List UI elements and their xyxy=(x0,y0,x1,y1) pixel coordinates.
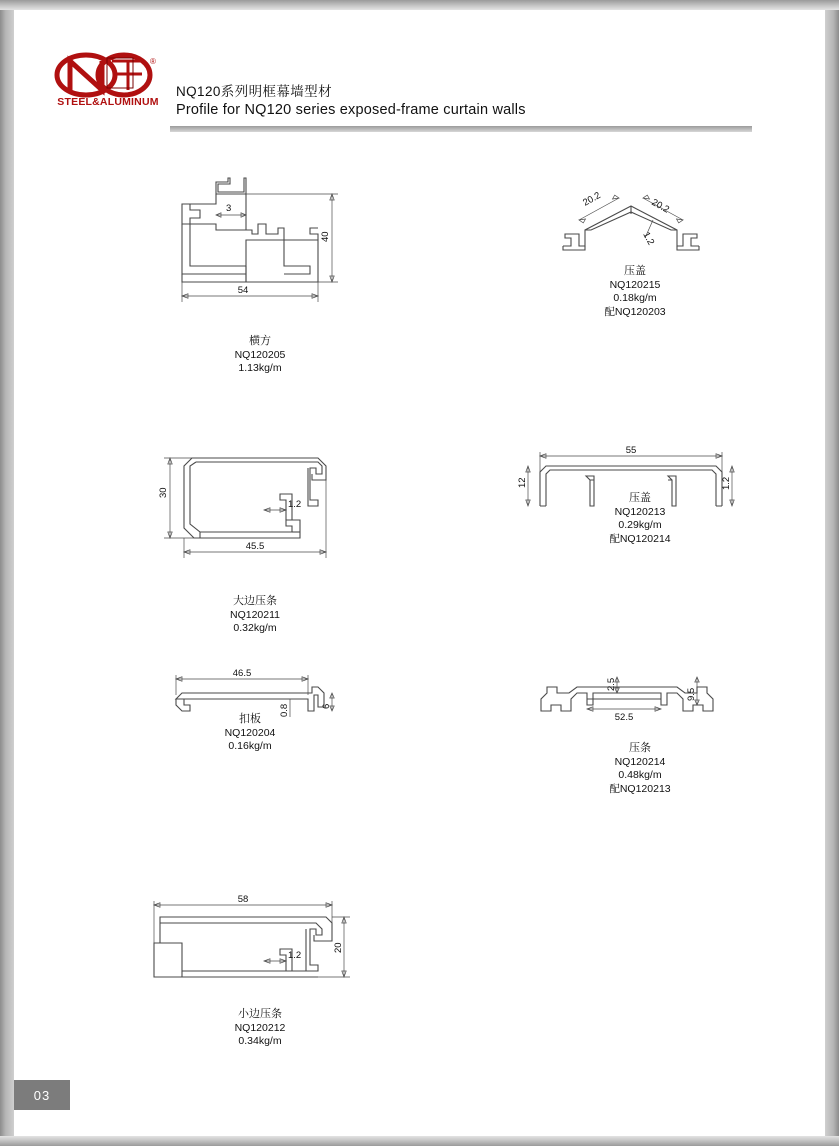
caption-heng-fang xyxy=(150,335,370,376)
caption-xiao-bian-ya-tiao xyxy=(150,1008,370,1049)
dim-label: 9.5 xyxy=(686,687,697,701)
figure-ya-tiao-214 xyxy=(525,665,725,735)
figure-weight: 1.13kg/m xyxy=(238,362,282,374)
figure-pairs: 配NQ120214 xyxy=(609,532,671,545)
figure-pairs: 配NQ120203 xyxy=(604,305,666,318)
svg-text:®: ® xyxy=(150,57,156,66)
figure-code: NQ120215 xyxy=(609,278,661,291)
figure-heng-fang xyxy=(160,170,360,330)
page-edge-bottom xyxy=(0,1136,839,1146)
figure-name: 压条 xyxy=(629,742,651,754)
logo-subtitle: STEEL&ALUMINUM xyxy=(57,96,159,108)
dim-label: 45.5 xyxy=(245,541,265,552)
figure-code: NQ120213 xyxy=(614,505,666,518)
dim-label: 20.2 xyxy=(581,190,603,209)
figure-weight: 0.48kg/m xyxy=(618,769,662,781)
figure-code: NQ120214 xyxy=(614,755,666,768)
dim-label: 12 xyxy=(517,477,528,488)
dim-label: 2.5 xyxy=(606,677,617,691)
dim-label: 6 xyxy=(321,703,332,709)
dim-label: 1.2 xyxy=(288,950,302,961)
caption-da-bian-ya-tiao xyxy=(150,595,360,636)
page-edge-top xyxy=(0,0,839,10)
figure-da-bian-ya-tiao xyxy=(160,440,370,580)
figure-weight: 0.32kg/m xyxy=(233,622,277,634)
figure-code: NQ120211 xyxy=(229,608,280,621)
dim-label: 46.5 xyxy=(232,668,252,679)
dim-label: 30 xyxy=(158,487,169,498)
figure-name: 小边压条 xyxy=(238,1008,282,1020)
figure-code: NQ120212 xyxy=(234,1021,286,1034)
logo-mark-icon xyxy=(52,52,164,98)
page-edge-left xyxy=(0,0,14,1146)
figure-name: 压盖 xyxy=(624,265,646,277)
figure-name: 扣板 xyxy=(239,713,261,725)
header-title-cn: NQ120系列明框幕墙型材 xyxy=(176,84,332,99)
page-number: 03 xyxy=(14,1080,70,1110)
figure-code: NQ120205 xyxy=(234,348,286,361)
caption-ya-gai-215 xyxy=(545,265,725,319)
header-title-en: Profile for NQ120 series exposed-frame curtain walls xyxy=(176,102,526,118)
page-header xyxy=(52,52,752,132)
figure-code: NQ120204 xyxy=(224,726,276,739)
figure-xiao-bian-ya-tiao xyxy=(140,895,370,1005)
page-edge-right xyxy=(825,0,839,1146)
company-logo xyxy=(52,52,164,114)
dim-label: 1.2 xyxy=(721,476,732,490)
figure-name: 压盖 xyxy=(629,492,651,504)
dim-label: 55 xyxy=(625,445,637,456)
dim-label: 1.2 xyxy=(288,499,302,510)
figure-name: 大边压条 xyxy=(233,595,277,607)
dim-label: 58 xyxy=(237,894,249,905)
dim-label: 1.2 xyxy=(640,230,657,248)
figure-weight: 0.34kg/m xyxy=(238,1035,282,1047)
dim-label: 3 xyxy=(226,203,232,214)
figure-weight: 0.18kg/m xyxy=(613,292,657,304)
header-divider xyxy=(170,126,752,132)
dim-label: 54 xyxy=(237,285,249,296)
dim-label: 20.2 xyxy=(649,197,672,216)
dim-label: 40 xyxy=(320,231,331,242)
caption-kou-ban xyxy=(155,713,345,754)
dim-label: 52.5 xyxy=(614,712,634,723)
dim-label: 0.8 xyxy=(279,703,290,717)
figure-weight: 0.16kg/m xyxy=(228,740,272,752)
dim-label: 20 xyxy=(333,942,344,953)
caption-ya-gai-213 xyxy=(555,492,725,546)
figure-weight: 0.29kg/m xyxy=(618,519,662,531)
caption-ya-tiao-214 xyxy=(545,742,735,796)
figure-name: 横方 xyxy=(249,335,271,347)
figure-pairs: 配NQ120213 xyxy=(609,782,671,795)
